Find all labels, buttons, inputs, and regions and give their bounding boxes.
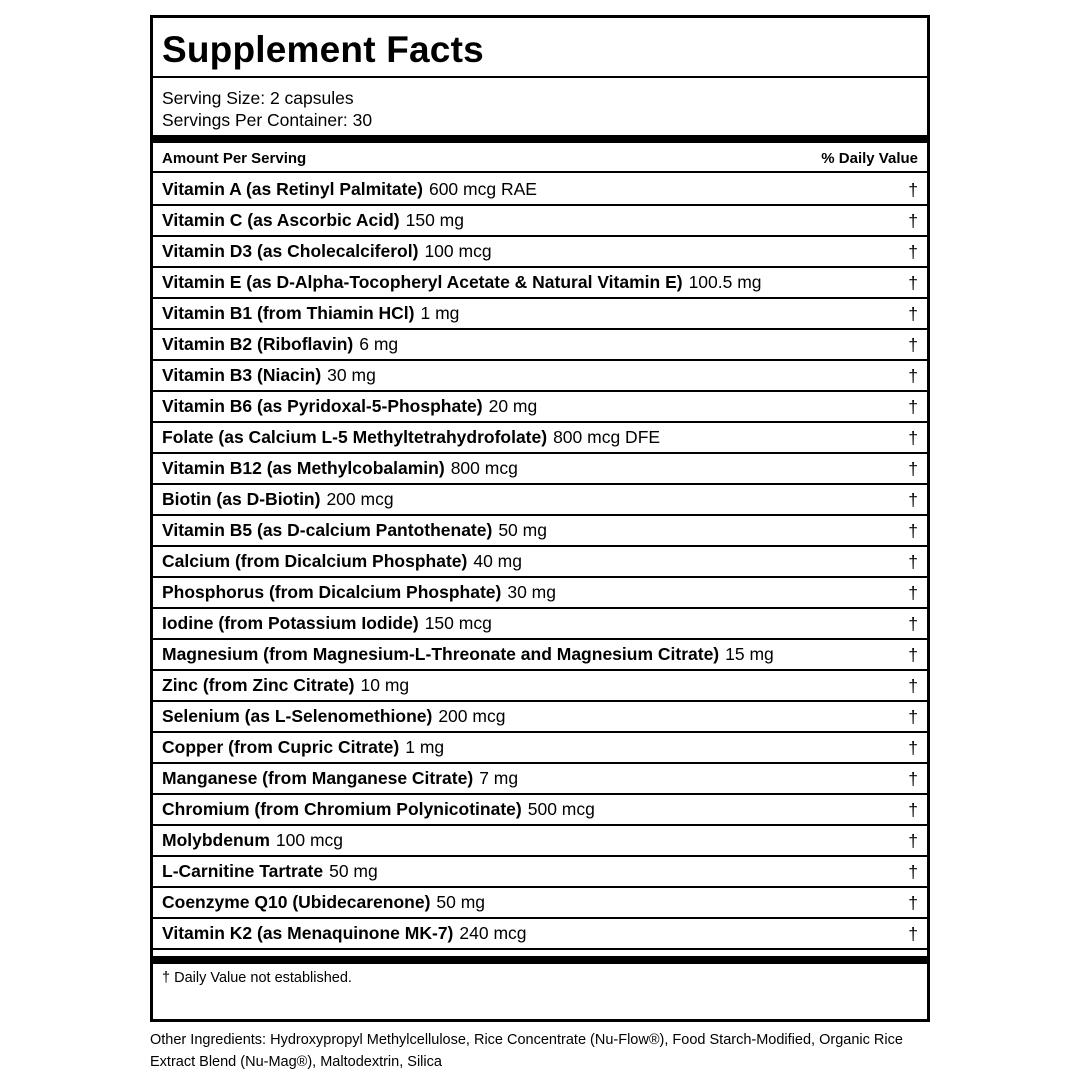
- ingredient-amount: 50 mg: [498, 520, 547, 540]
- ingredient-name: L-Carnitine Tartrate: [162, 861, 324, 881]
- servings-per-container: Servings Per Container: 30: [162, 110, 373, 130]
- ingredient-row: [153, 609, 927, 640]
- ingredient-name: Vitamin K2 (as Menaquinone MK-7): [162, 923, 454, 943]
- ingredient-name: Molybdenum: [162, 830, 270, 850]
- ingredient-cell: [162, 423, 660, 452]
- page-title: Supplement Facts: [162, 29, 484, 70]
- ingredient-row: [153, 919, 927, 950]
- ingredient-row: [153, 454, 927, 485]
- ingredient-name: Vitamin B1 (from Thiamin HCl): [162, 303, 415, 323]
- title-section: [153, 18, 927, 78]
- ingredient-amount: 30 mg: [507, 582, 556, 602]
- ingredient-row: [153, 237, 927, 268]
- ingredient-name: Vitamin B3 (Niacin): [162, 365, 322, 385]
- ingredient-row: [153, 392, 927, 423]
- ingredient-row: [153, 206, 927, 237]
- ingredient-name: Calcium (from Dicalcium Phosphate): [162, 551, 468, 571]
- table-header: [153, 143, 927, 173]
- daily-value-marker: †: [908, 521, 918, 541]
- ingredient-amount: 100 mcg: [275, 830, 344, 850]
- ingredient-amount: 1 mg: [420, 303, 460, 323]
- ingredient-row: [153, 299, 927, 330]
- daily-value-marker: †: [908, 242, 918, 262]
- ingredient-row: [153, 516, 927, 547]
- daily-value-marker: †: [908, 614, 918, 634]
- daily-value-marker: †: [908, 459, 918, 479]
- ingredient-amount: 1 mg: [405, 737, 445, 757]
- ingredient-amount: 100 mcg: [424, 241, 492, 261]
- ingredient-amount: 200 mcg: [326, 489, 394, 509]
- ingredient-cell: [162, 206, 464, 235]
- ingredient-name: Vitamin B6 (as Pyridoxal-5-Phosphate): [162, 396, 483, 416]
- ingredient-cell: [162, 485, 394, 514]
- ingredient-name: Coenzyme Q10 (Ubidecarenone): [162, 892, 431, 912]
- ingredient-name: Iodine (from Potassium Iodide): [162, 613, 419, 633]
- ingredient-amount: 40 mg: [473, 551, 522, 571]
- ingredient-name: Selenium (as L-Selenomethione): [162, 706, 433, 726]
- daily-value-marker: †: [908, 800, 918, 820]
- ingredient-amount: 7 mg: [479, 768, 519, 788]
- ingredient-amount: 600 mcg RAE: [428, 179, 537, 199]
- ingredient-cell: [162, 857, 378, 886]
- daily-value-marker: †: [908, 645, 918, 665]
- ingredient-name: Vitamin D3 (as Cholecalciferol): [162, 241, 419, 261]
- ingredient-amount: 800 mcg: [450, 458, 518, 478]
- ingredient-amount: 15 mg: [725, 644, 774, 664]
- ingredient-amount: 200 mcg: [438, 706, 506, 726]
- ingredient-row: [153, 268, 927, 299]
- ingredient-row: [153, 826, 927, 857]
- thick-divider-top: [153, 135, 927, 143]
- supplement-facts-panel: [150, 15, 930, 1022]
- other-ingredients: Other Ingredients: Hydroxypropyl Methylcellulose, Rice Concentrate (Nu-Flow®), Food Starch-Modified, Organic Rice Extract Blend (Nu-Mag®), Maltodextrin, Silica: [150, 1032, 903, 1070]
- ingredient-cell: [162, 454, 518, 483]
- ingredient-row: [153, 361, 927, 392]
- ingredient-cell: [162, 547, 522, 576]
- daily-value-marker: †: [908, 397, 918, 417]
- ingredient-amount: 150 mcg: [424, 613, 492, 633]
- ingredient-cell: [162, 175, 537, 204]
- ingredient-name: Magnesium (from Magnesium-L-Threonate and Magnesium Citrate): [162, 644, 720, 664]
- thick-divider-bottom: [153, 956, 927, 964]
- ingredient-cell: [162, 919, 527, 948]
- ingredient-amount: 50 mg: [329, 861, 378, 881]
- serving-size: Serving Size: 2 capsules: [162, 88, 354, 108]
- ingredient-cell: [162, 702, 505, 731]
- daily-value-marker: †: [908, 552, 918, 572]
- ingredient-name: Copper (from Cupric Citrate): [162, 737, 400, 757]
- ingredient-cell: [162, 795, 595, 824]
- ingredient-name: Biotin (as D-Biotin): [162, 489, 321, 509]
- ingredient-row: [153, 640, 927, 671]
- daily-value-marker: †: [908, 335, 918, 355]
- daily-value-marker: †: [908, 304, 918, 324]
- ingredient-amount: 10 mg: [360, 675, 410, 695]
- ingredient-row: [153, 888, 927, 919]
- daily-value-marker: †: [908, 180, 918, 200]
- ingredient-cell: [162, 268, 762, 297]
- daily-value-marker: †: [908, 862, 918, 882]
- ingredient-row: [153, 578, 927, 609]
- ingredient-name: Folate (as Calcium L-5 Methyltetrahydrofolate): [162, 427, 548, 447]
- ingredient-amount: 240 mcg: [459, 923, 527, 943]
- ingredient-amount: 50 mg: [436, 892, 486, 912]
- ingredient-list: [153, 175, 927, 950]
- daily-value-marker: †: [908, 366, 918, 386]
- ingredient-name: Vitamin C (as Ascorbic Acid): [162, 210, 400, 230]
- ingredient-cell: [162, 733, 444, 762]
- ingredient-cell: [162, 826, 343, 855]
- ingredient-row: [153, 423, 927, 454]
- ingredient-amount: 6 mg: [359, 334, 399, 354]
- ingredient-row: [153, 702, 927, 733]
- ingredient-amount: 800 mcg DFE: [553, 427, 661, 447]
- ingredient-cell: [162, 361, 376, 390]
- daily-value-marker: †: [908, 273, 918, 293]
- ingredient-name: Vitamin B2 (Riboflavin): [162, 334, 354, 354]
- ingredient-cell: [162, 578, 556, 607]
- ingredient-row: [153, 485, 927, 516]
- ingredient-amount: 20 mg: [488, 396, 538, 416]
- ingredient-cell: [162, 516, 547, 545]
- ingredient-cell: [162, 609, 492, 638]
- ingredient-cell: [162, 671, 409, 700]
- daily-value-marker: †: [908, 211, 918, 231]
- ingredient-name: Chromium (from Chromium Polynicotinate): [162, 799, 522, 819]
- ingredient-name: Zinc (from Zinc Citrate): [162, 675, 355, 695]
- ingredient-name: Vitamin B5 (as D-calcium Pantothenate): [162, 520, 493, 540]
- daily-value-marker: †: [908, 831, 918, 851]
- daily-value-marker: †: [908, 490, 918, 510]
- ingredient-cell: [162, 330, 398, 359]
- daily-value-marker: †: [908, 893, 918, 913]
- ingredient-cell: [162, 764, 518, 793]
- ingredient-name: Vitamin B12 (as Methylcobalamin): [162, 458, 445, 478]
- ingredient-amount: 500 mcg: [527, 799, 595, 819]
- daily-value-marker: †: [908, 676, 918, 696]
- ingredient-name: Phosphorus (from Dicalcium Phosphate): [162, 582, 502, 602]
- ingredient-amount: 30 mg: [327, 365, 376, 385]
- ingredient-row: [153, 330, 927, 361]
- daily-value-header: % Daily Value: [821, 150, 918, 167]
- daily-value-marker: †: [908, 769, 918, 789]
- ingredient-name: Manganese (from Manganese Citrate): [162, 768, 474, 788]
- ingredient-row: [153, 857, 927, 888]
- ingredient-row: [153, 733, 927, 764]
- ingredient-amount: 100.5 mg: [688, 272, 762, 292]
- daily-value-marker: †: [908, 924, 918, 944]
- ingredient-name: Vitamin A (as Retinyl Palmitate): [162, 179, 423, 199]
- ingredient-cell: [162, 299, 459, 328]
- daily-value-marker: †: [908, 738, 918, 758]
- daily-value-marker: †: [908, 707, 918, 727]
- serving-info: [153, 78, 927, 135]
- ingredient-cell: [162, 237, 492, 266]
- ingredient-cell: [162, 392, 537, 421]
- ingredient-row: [153, 175, 927, 206]
- ingredient-row: [153, 547, 927, 578]
- daily-value-marker: †: [908, 583, 918, 603]
- footnote: † Daily Value not established.: [162, 970, 352, 986]
- ingredient-row: [153, 795, 927, 826]
- amount-per-serving-header: Amount Per Serving: [162, 150, 307, 167]
- ingredient-row: [153, 671, 927, 702]
- ingredient-amount: 150 mg: [405, 210, 464, 230]
- ingredient-name: Vitamin E (as D-Alpha-Tocopheryl Acetate & Natural Vitamin E): [162, 272, 683, 292]
- daily-value-marker: †: [908, 428, 918, 448]
- ingredient-cell: [162, 640, 774, 669]
- ingredient-cell: [162, 888, 485, 917]
- ingredient-row: [153, 764, 927, 795]
